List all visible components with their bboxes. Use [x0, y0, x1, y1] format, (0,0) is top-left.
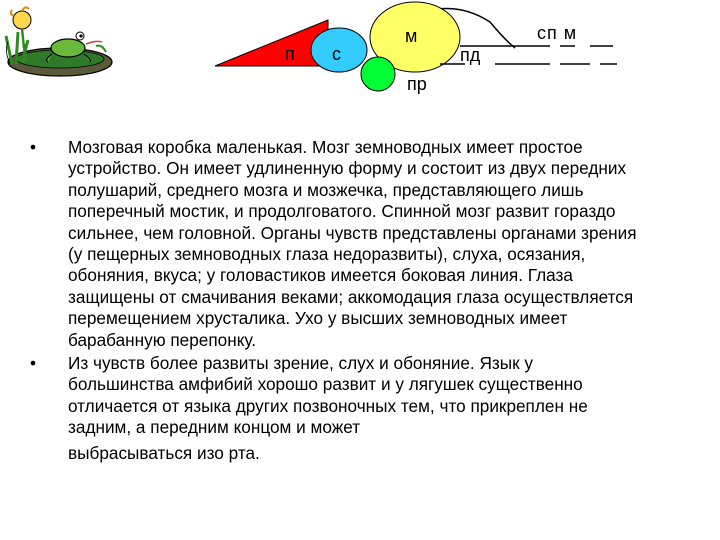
label-spm: сп м [537, 23, 578, 43]
bullet-list [30, 137, 640, 464]
bullet-item-2 [30, 353, 640, 464]
label-pr: пр [407, 74, 427, 94]
frog-clipart [2, 2, 114, 80]
bullet-2-text: Из чувств более развиты зрение, слух и обоняние. Язык у большинства амфибий хорошо развит и у лягушек существенно отличается от языка других позвоночных тем, что прикреплен не задним, а передним концом и может [68, 353, 588, 438]
bullet-2-last-line: выбрасываться изо рта. [68, 442, 260, 463]
bullet-item-1 [30, 137, 640, 351]
label-m: м [405, 26, 418, 46]
part-p-forebrain [215, 20, 328, 66]
label-s: с [332, 44, 341, 64]
label-pd: пд [460, 45, 481, 65]
bullet-mark: • [30, 353, 37, 374]
part-pr [361, 57, 395, 91]
label-p: п [285, 44, 295, 64]
amphibian-brain-diagram [205, 0, 635, 100]
frog-tongue [86, 41, 102, 44]
bullet-1-text: Мозговая коробка маленькая. Мозг земноводных имеет простое устройство. Он имеет удлиненную форму и состоит из двух передних полушарий, среднего мозга и мозжечка, представляющего лишь поперечный мостик, и продолговатого. Спинной мозг развит гораздо сильнее, чем головной. Органы чувств представлены органами зрения (у пещерных земноводных глаза недоразвиты), слуха, осязания, обоняния, вкуса; у головастиков имеется боковая линия. Глаза защищены от смачивания веками; аккомодация глаза осуществляется перемещением хрусталика. Ухо у высших земноводных имеет барабанную перепонку. [68, 137, 637, 350]
bullet-mark: • [30, 137, 37, 157]
frog-body [51, 39, 85, 57]
flower-head [13, 11, 31, 29]
